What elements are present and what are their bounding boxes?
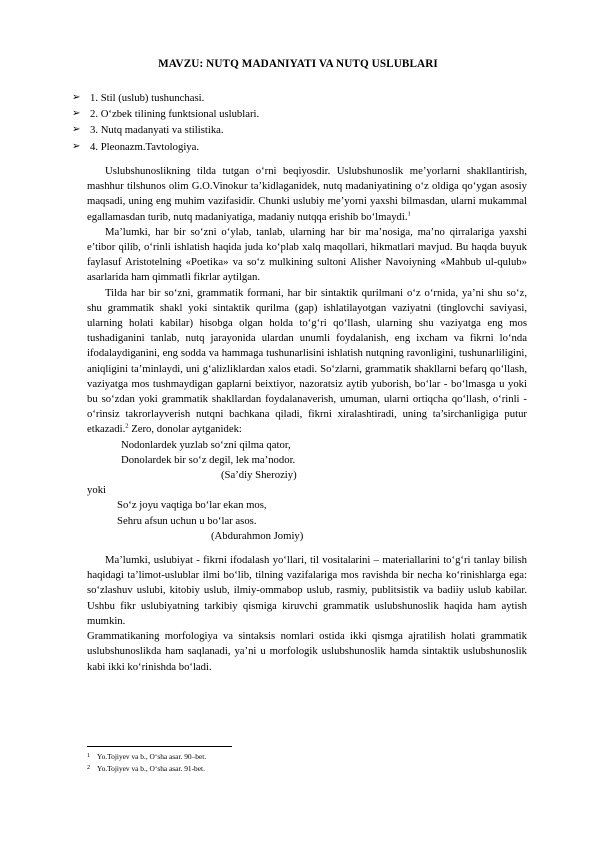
arrow-bullet-icon: ➢ [72,140,81,152]
page-title: MAVZU: NUTQ MADANIYATI VA NUTQ USLUBLARI [158,58,438,70]
arrow-bullet-icon: ➢ [72,92,81,103]
document-body [87,164,527,675]
arrow-bullet-icon: ➢ [72,124,81,136]
verse-line: Donolardek bir so‘z degil, lek ma’nodor. [121,453,296,466]
footnotes [87,751,206,774]
verse-author: (Abdurahmon Jomiy) [211,529,304,542]
connector-text: yoki [87,484,107,497]
footnote: 2 Yo.Tojiyev va b., O‘sha asar. 91-bet. [87,763,205,773]
footnote-ref[interactable]: 1 [407,210,411,218]
footnote-divider [87,746,232,747]
arrow-bullet-icon: ➢ [72,108,81,120]
topic-list-item [72,122,532,138]
verse-line: So‘z joyu vaqtiga bo‘lar ekan mos, [117,499,267,512]
topic-list [72,90,532,155]
paragraph: Ma’lumki, uslubiyat - fikrni ifodalash yo‘llari, til vositalarini – materiallarini to‘g‘ri tanlay bilish haqidagi ta’limot-uslublar ilmi bo‘lib, tilning vazifalariga mos ravishda bir necha ko‘rinishlarga ega: so‘zlashuv uslubi, kitobiy uslub, ilmiy-ommabop uslub, rasmiy, publitsistik va badiiy uslub kabilar. Ushbu fikr uslubiyatning tarkibiy qismiga kiruvchi grammatik uslubshunoslik haqida ham aytish mumkin. [87,554,527,627]
topic-list-item [72,106,532,122]
paragraph: Tilda har bir so‘zni, grammatik formani, har bir sintaktik qurilmani o‘z o‘rnida, ya’ni shu so‘z, shu grammatik shakl yoki sintaktik qurilma (gap) ishlatilayotgan vaziyatni (tinglovchi saviyasi, ularning holati kabilar) hisobga olgan holda to‘g‘ri qo‘llash, ularning shu vaziyatga eng mos tushadiganini tanlab, nutq jarayonida ulardan unumli foydalanish, eng ixcham va fikrni lo‘nda ifodalaydiganini, eng sodda va hammaga tushunarlisini ishlatish nutqning ravonligini, tushunarliligini, aniqligini ta’minlaydi, uni g‘alizliklardan xalos etadi. So‘zlarni, grammatik shakllarni befarq qo‘llash, vaziyatga mos tushmaydigan gaplarni beixtiyor, nazoratsiz aytib yuborish, bo‘lar - bo‘lmasga u yoki bu so‘zdan yoki grammatik shakllardan foydalanaverish, umuman, ularni ortiqcha qo‘llash, o‘rinli - o‘rinsiz takrorlayverish nutqni bachkana qiladi, fikrni xiralashtiradi, uning ta’sirchanligiga putur etkazadi.$^2$ Zero, donolar aytganidek: [87,286,527,436]
paragraph: Grammatikaning morfologiya va sintaksis nomlari ostida ikki qismga ajratilish holati grammatik uslubshunoslikda ham saqlanadi, ya’ni u morfologik uslubshunoslik hamda sintaktik uslubshunoslik kabi ikki ko‘rinishda bo‘ladi. [87,630,527,673]
paragraph: Uslubshunoslikning tilda tutgan o‘rni beqiyosdir. Uslubshunoslik me’yorlarni shakllantirish, mashhur tilshunos olim G.O.Vinokur ta’kidlaganidek, nutq madaniyatining o‘z oldiga qo‘ygan asosiy maqsadi, uning eng muhim vazifasidir. Chunki uslubiy me’yorni yaxshi bilmasdan, ularni mukammal egallamasdan turib, nutq madaniyatiga, madaniy nutqqa erishib bo‘lmaydi.$^1$ [87,165,527,223]
topic-list-item [72,139,532,155]
footnote-ref[interactable]: 2 [125,422,129,430]
topic-label: 1. Stil (uslub) tushunchasi. [90,92,205,104]
topic-label: 3. Nutq madanyati va stilistika. [90,124,224,137]
topic-label: 2. O‘zbek tilining funktsional uslublari. [90,108,260,121]
verse-line: Nodonlardek yuzlab so‘zni qilma qator, [121,438,291,451]
verse-line: Sehru afsun uchun u bo‘lar asos. [117,514,257,527]
verse-author: (Sa’diy Sheroziy) [221,469,297,482]
footnote: 1 Yo.Tojiyev va b., O‘sha asar. 90–bet. [87,752,207,761]
paragraph: Ma’lumki, har bir so‘zni o‘ylab, tanlab, ularning har bir ma’nosiga, ma’no qirralariga yaxshi e’tibor qilib, o‘rinli ishlatish haqida juda ko‘plab xalq maqollari, hikmatlari mavjud. Bu haqda buyuk faylasuf Aristotelning «Poetika» va so‘z mulkining sultoni Alisher Navoiyning «Mahbub ul-qulub» asarlarida ham qimmatli fikrlar aytilgan. [87,225,527,284]
topic-label: 4. Pleonazm.Tavtologiya. [90,140,200,153]
topic-list-item [72,90,532,106]
